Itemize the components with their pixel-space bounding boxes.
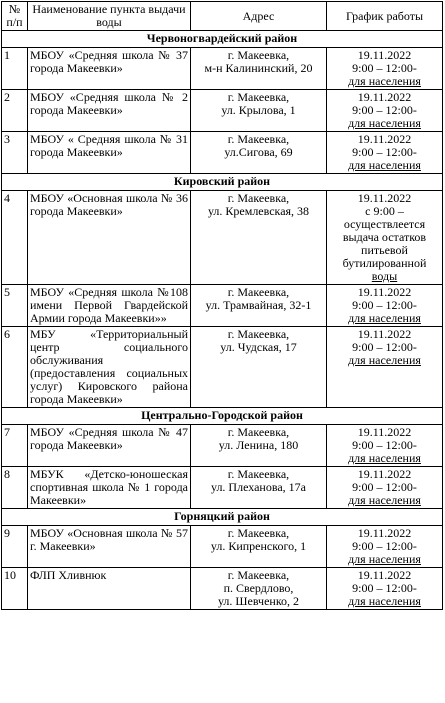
schedule-line: бутилированной [342,256,427,270]
schedule-cell [327,285,443,327]
header-address: Адрес [191,2,327,31]
address-cell [191,327,327,408]
row-number: 7 [2,425,28,467]
schedule-cell [327,568,443,610]
address-cell [191,425,327,467]
address-line: г. Макеевка, [227,48,290,62]
point-name: МБОУ «Основная школа № 57 г. Макеевки» [28,526,191,568]
point-name: МБОУ «Средняя школа №108 имени Первой Гвардейской Армии города Макеевки»» [28,285,191,327]
schedule-line: 19.11.2022 [357,568,412,582]
row-number: 1 [2,48,28,90]
schedule-cell [327,327,443,408]
row-number: 9 [2,526,28,568]
address-line: ул. Кремлевская, 38 [207,204,310,218]
district-name: Кировский район [2,174,443,191]
header-name: Наименование пункта выдачи воды [28,2,191,31]
schedule-line: 19.11.2022 [357,132,412,146]
table-row [2,132,443,174]
schedule-line: 19.11.2022 [357,191,412,205]
address-line: г. Макеевка, [227,425,290,439]
schedule-line: для населения [348,74,421,88]
schedule-line: для населения [348,116,421,130]
address-cell [191,526,327,568]
schedule-line: 9:00 – 12:00- [352,539,417,553]
schedule-line: 9:00 – 12:00- [352,298,417,312]
point-name: МБОУ «Средняя школа № 47 города Макеевки» [28,425,191,467]
schedule-line: 19.11.2022 [357,90,412,104]
schedule-line: 19.11.2022 [357,327,412,341]
address-line: г. Макеевка, [227,90,290,104]
schedule-line: с 9:00 – [365,204,404,218]
row-number: 5 [2,285,28,327]
schedule-line: для населения [348,594,421,608]
schedule-cell [327,191,443,285]
address-line: ул. Крылова, 1 [221,103,296,117]
address-cell [191,568,327,610]
header-row [2,2,443,31]
water-distribution-table [1,1,443,610]
district-row [2,174,443,191]
address-line: г. Макеевка, [227,526,290,540]
schedule-cell [327,467,443,509]
district-name: Горняцкий район [2,509,443,526]
schedule-line: 19.11.2022 [357,48,412,62]
address-line: г. Макеевка, [227,568,290,582]
address-line: г. Макеевка, [227,285,290,299]
schedule-line: выдача остатков [342,230,427,244]
point-name: МБОУ «Средняя школа № 2 города Макеевки» [28,90,191,132]
address-line: ул. Трамвайная, 32-1 [205,298,312,312]
table-row [2,285,443,327]
schedule-line: для населения [348,353,421,367]
table-row [2,568,443,610]
schedule-cell [327,48,443,90]
address-line: ул. Чудская, 17 [220,340,297,354]
point-name: МБОУ «Средняя школа № 37 города Макеевки» [28,48,191,90]
point-name: МБОУ «Основная школа № 36 города Макеевки» [28,191,191,285]
address-cell [191,467,327,509]
schedule-line: 19.11.2022 [357,467,412,481]
schedule-cell [327,132,443,174]
row-number: 2 [2,90,28,132]
row-number: 6 [2,327,28,408]
address-line: м-н Калининский, 20 [204,61,313,75]
point-name: МБУ «Территориальный центр социального обслуживания (предоставления социальных услуг) Кировского района города Макеевки» [28,327,191,408]
address-cell [191,48,327,90]
schedule-line: 19.11.2022 [357,285,412,299]
address-line: ул. Ленина, 180 [218,438,299,452]
district-row [2,408,443,425]
address-line: ул. Шевченко, 2 [217,594,300,608]
address-line: г. Макеевка, [227,132,290,146]
address-cell [191,285,327,327]
schedule-line: 9:00 – 12:00- [352,438,417,452]
address-line: ул. Кипренского, 1 [210,539,307,553]
row-number: 10 [2,568,28,610]
point-name: МБУК «Детско-юношеская спортивная школа № 1 города Макеевки» [28,467,191,509]
schedule-line: 9:00 – 12:00- [352,340,417,354]
schedule-line: для населения [348,493,421,507]
row-number: 4 [2,191,28,285]
schedule-cell [327,90,443,132]
schedule-line: 9:00 – 12:00- [352,103,417,117]
table-row [2,191,443,285]
point-name: МБОУ « Средняя школа № 31 города Макеевки» [28,132,191,174]
address-line: г. Макеевка, [227,191,290,205]
schedule-line: для населения [348,451,421,465]
schedule-line: 9:00 – 12:00- [352,581,417,595]
schedule-line: 9:00 – 12:00- [352,61,417,75]
table-row [2,327,443,408]
header-num: № п/п [2,2,28,31]
schedule-line: 9:00 – 12:00- [352,480,417,494]
address-cell [191,132,327,174]
schedule-line: питьевой [361,243,408,257]
address-line: ул. Плеханова, 17а [210,480,307,494]
address-line: г. Макеевка, [227,467,290,481]
point-name: ФЛП Хливнюк [28,568,191,610]
district-name: Червоногвардейский район [2,31,443,48]
address-cell [191,90,327,132]
schedule-line: 19.11.2022 [357,526,412,540]
table-body [2,31,443,610]
row-number: 8 [2,467,28,509]
address-cell [191,191,327,285]
schedule-cell [327,425,443,467]
schedule-line: для населения [348,311,421,325]
district-row [2,31,443,48]
row-number: 3 [2,132,28,174]
table-row [2,90,443,132]
schedule-line: 9:00 – 12:00- [352,145,417,159]
address-line: ул.Сигова, 69 [224,145,293,159]
table-row [2,526,443,568]
schedule-line: для населения [348,552,421,566]
schedule-line: воды [371,269,398,283]
table-row [2,467,443,509]
header-schedule: График работы [327,2,443,31]
table-row [2,48,443,90]
schedule-line: осуществлеется [343,217,426,231]
schedule-line: для населения [348,158,421,172]
schedule-line: 19.11.2022 [357,425,412,439]
district-row [2,509,443,526]
district-name: Центрально-Городской район [2,408,443,425]
address-line: п. Свердлово, [223,581,294,595]
table-row [2,425,443,467]
schedule-cell [327,526,443,568]
address-line: г. Макеевка, [227,327,290,341]
